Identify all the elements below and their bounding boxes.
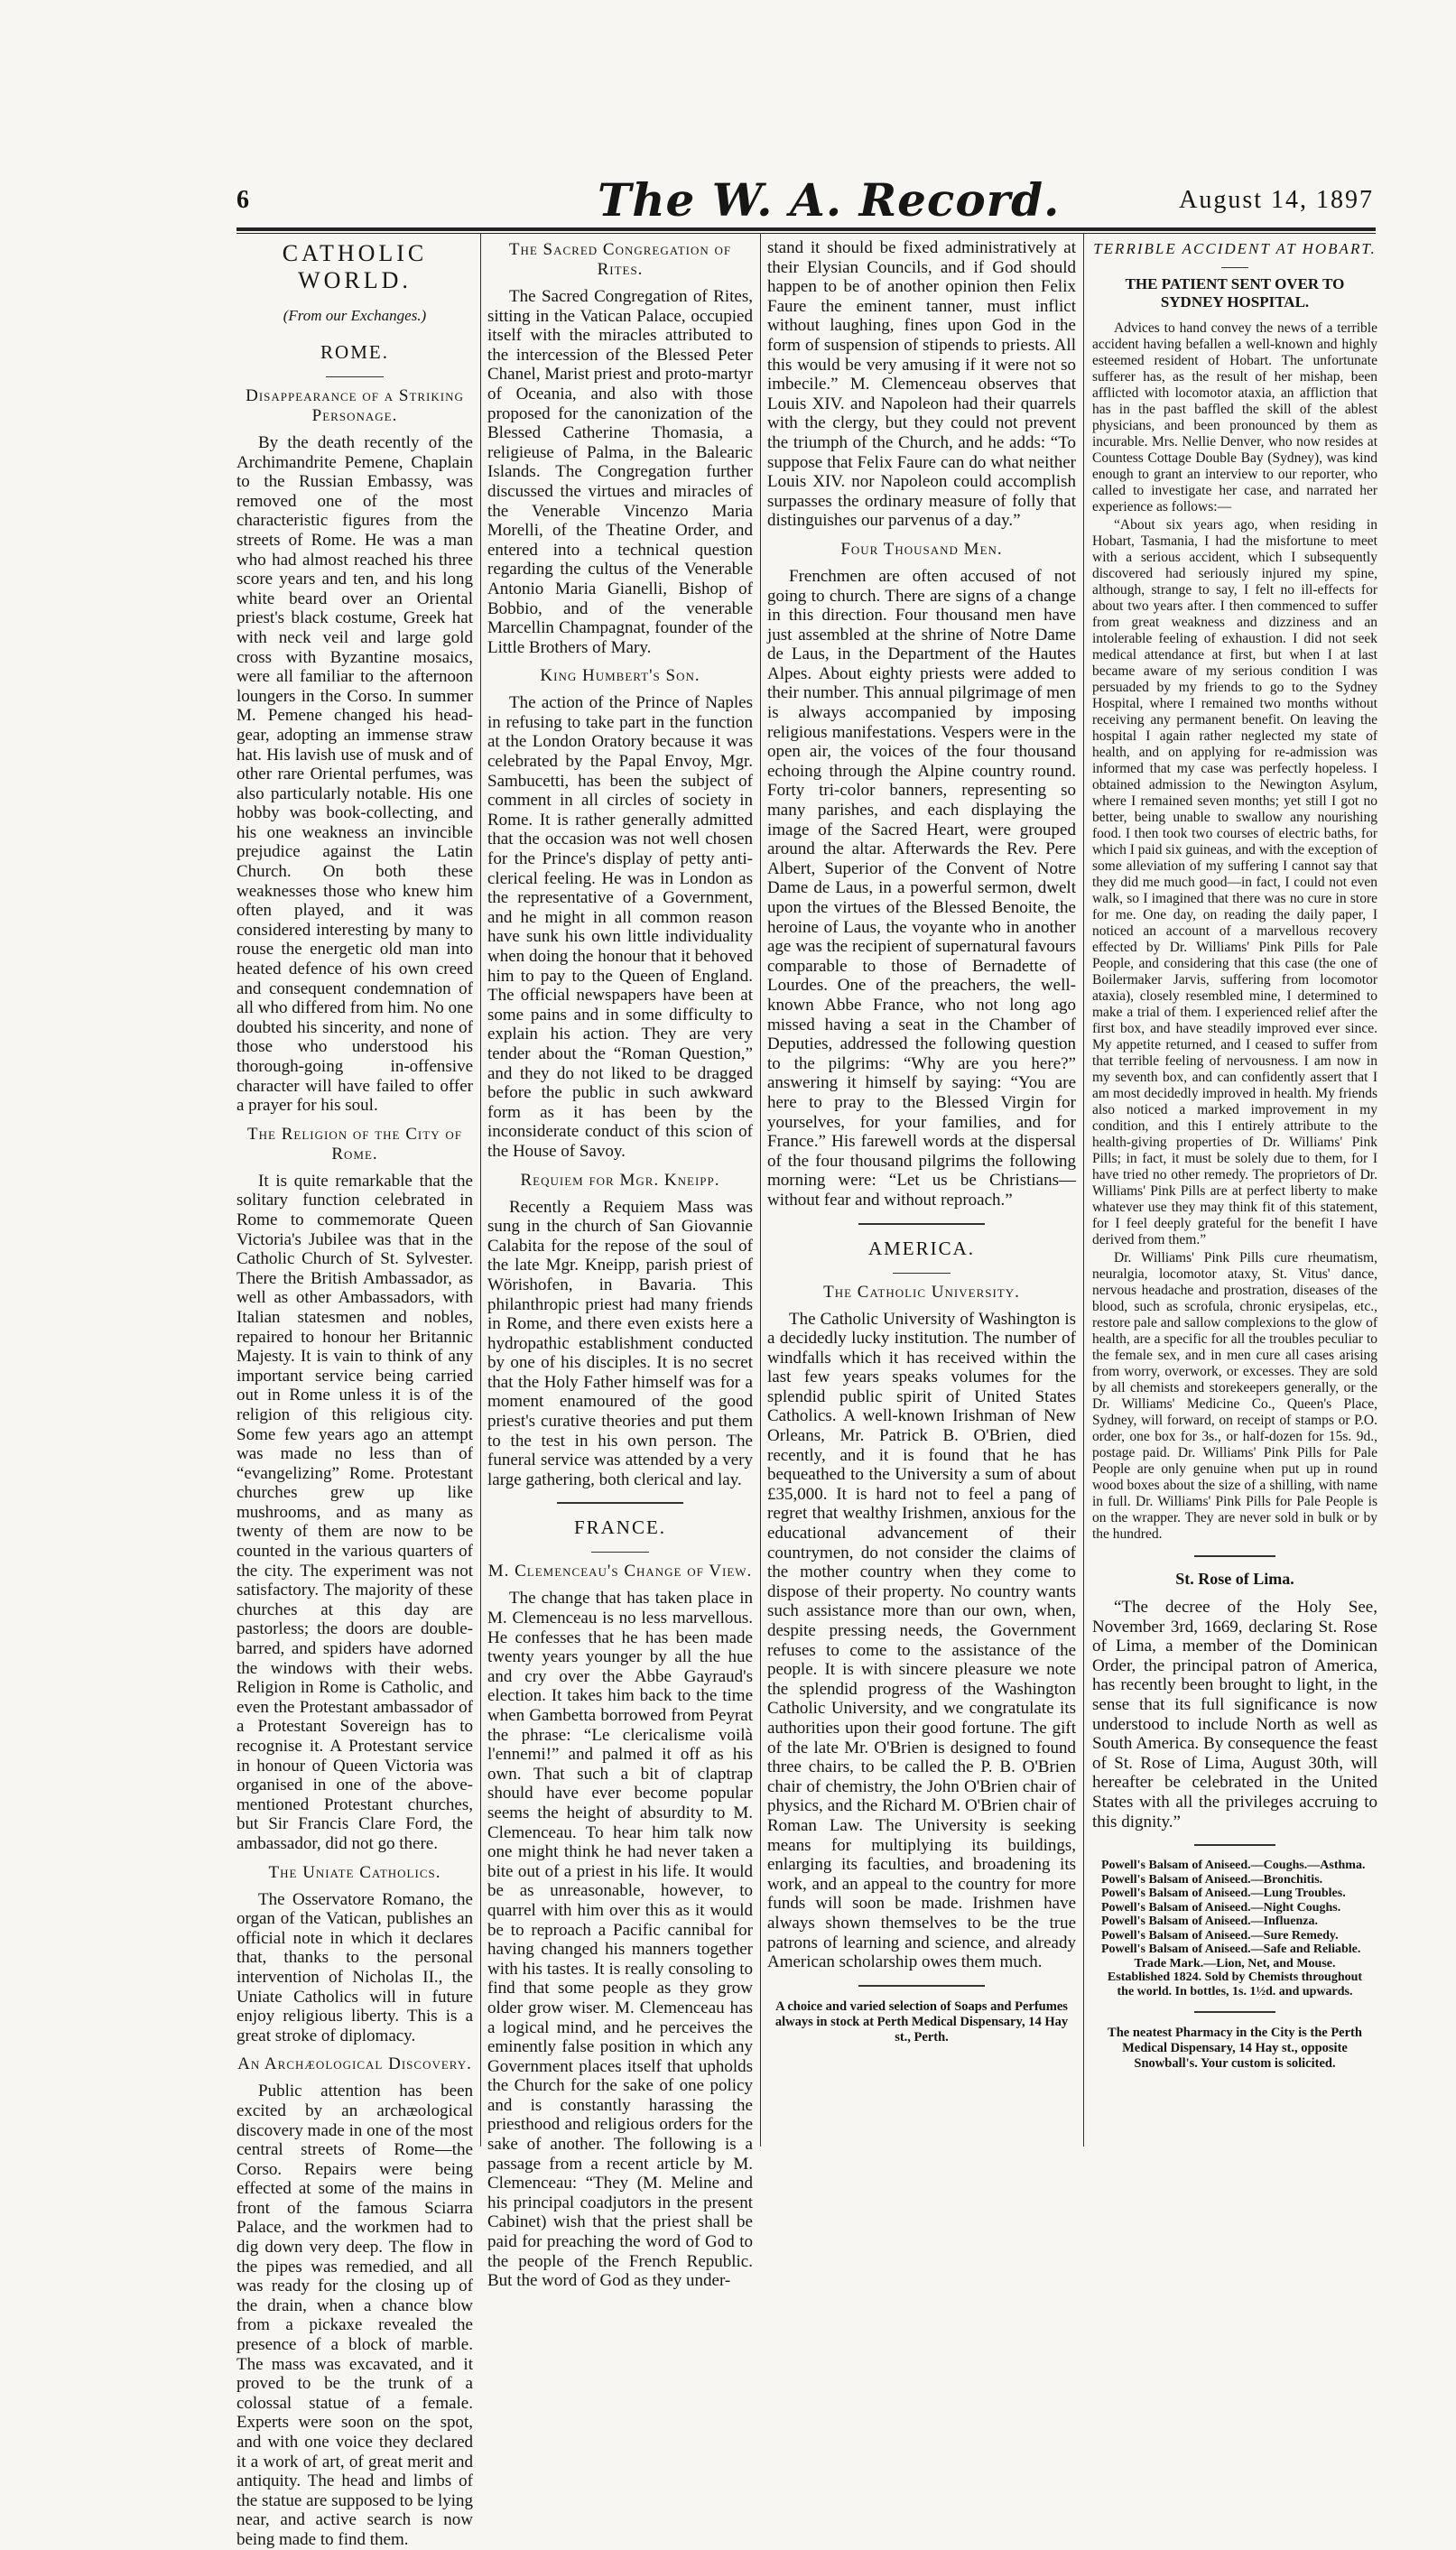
newspaper-title: The W. A. Record.: [598, 173, 1061, 227]
article-heading: The Religion of the City of Rome.: [247, 1124, 462, 1164]
article-heading: TERRIBLE ACCIDENT AT HOBART.: [1093, 240, 1377, 257]
article-paragraph: By the death recently of the Archimandrite Pemene, Chaplain to the Russian Embassy, was removed one of the most characteristic figures from the streets of Rome. He was a man who had almost reached his three score years and ten, and his long white beard over an Oriental priest's black costume, Greek hat with neck veil and large gold cross with Byzantine mosaics, were all familiar to the afternoon loungers in the Corso. In summer M. Pemene changed his head-gear, adopting an immense straw hat. His lavish use of musk and of other rare Oriental perfumes, was also particularly notable. His one hobby was book-collecting, and his one weakness an invincible prejudice against the Latin Church. On both these weaknesses those who knew him often played, and it was considered interesting by many to rouse the energetic old man into heated defence of his own creed and consequent condemnation of all who differed from him. No one doubted his sincerity, and none of those who understood his thorough-going in-offensive character will have failed to offer a prayer for his soul.: [236, 433, 473, 1116]
ad-line: Powell's Balsam of Aniseed.—Coughs.—Asthma.: [1101, 1859, 1366, 1873]
ad-line: Powell's Balsam of Aniseed.—Sure Remedy.: [1101, 1928, 1339, 1943]
rome-heading: ROME.: [320, 341, 389, 363]
article-heading: The Uniate Catholics.: [268, 1862, 441, 1882]
article-subheading: THE PATIENT SENT OVER TO SYDNEY HOSPITAL.: [1125, 275, 1345, 311]
balsam-advertisement: [1101, 1859, 1368, 1998]
article-paragraph: “About six years ago, when residing in Hobart, Tasmania, I had the misfortune to meet with a serious accident, which I subsequently discovered had seriously injured my spine, although, strange to say, I felt no ill-effects for about two years after. I then commenced to suffer from great weakness and dizziness and an intolerable feeling of exhaustion. I did not seek medical attendance at first, but when I at last became aware of my serious condition I was persuaded by my friends to go to the Sydney Hospital, where I remained two months without receiving any permanent benefit. On leaving the hospital I again rather neglected my state of health, and on applying for re-admission was informed that my case was perfectly hopeless. I obtained admission to the Newington Asylum, where I remained seven months; yet still I got no better, being unable to swallow any nourishing food. I then took two courses of electric baths, for which I paid six guineas, and with the exception of some alleviation of my suffering I cannot say that they did me much good—in fact, I could not even walk, so I imagined that there was no cure in store for me. One day, on reading the daily paper, I noticed an account of a marvellous recovery effected by Dr. Williams' Pink Pills for Pale People, and considering that this case (the one of Boilermaker Jarvis, suffering from locomotor ataxia), closely resembled mine, I determined to make a trial of them. I experienced relief after the first box, and have steadily improved ever since. My appetite returned, and I ceased to suffer from that terrible feeling of nervousness. I am now in my seventh box, and can confidently assert that I am most decidedly improved in health. My friends also noticed a marked improvement in my condition, and this I entirely attribute to the health-giving properties of Dr. Williams' Pink Pills; in fact, it must be solely due to them, for I have tried no other remedy. The proprietors of Dr. Williams' Pink Pills are at perfect liberty to make whatever use they may think fit of this statement, for I feel deeply grateful for the benefit I have derived from them.”: [1092, 517, 1377, 1247]
section-rule: [858, 1985, 985, 1987]
exchanges-note: (From our Exchanges.): [283, 307, 427, 324]
section-rule: [557, 1502, 683, 1504]
article-paragraph: The Sacred Congregation of Rites, sitting in the Vatican Palace, occupied itself with the miracles attributed to the intercession of the Blessed Peter Chanel, Marist priest and proto-martyr of Oceania, and also with those proposed for the canonization of the Blessed Catherine Thomasia, a religieuse of Palma, in the Balearic Islands. The Congregation further discussed the virtues and miracles of the Venerable Vincenzo Maria Morelli, of the Theatine Order, and entered into a technical question regarding the cultus of the Venerable Antonio Maria Gianelli, Bishop of Bobbio, and of the venerable Marcellin Champagnat, founder of the Little Brothers of Mary.: [487, 287, 753, 657]
article-paragraph: It is quite remarkable that the solitary function celebrated in Rome to commemorate Queen Victoria's Jubilee was that in the Catholic Church of St. Sylvester. There the British Ambassador, as well as other Ambassadors, with Italian statesmen and nobles, repaired to honour her Britannic Majesty. It is vain to think of any important service being carried out in Rome unless it is of the religion of this religious city. Some few years ago an attempt was made no less than of “evangelizing” Rome. Protestant churches grew up like mushrooms, and as many as twenty of them are now to be counted in the various quarters of the city. The experiment was not satisfactory. The majority of these churches at this day are pastorless; the doors are double-barred, and spiders have adorned the windows with their webs. Religion in Rome is Catholic, and even the Protestant ambassador of a Protestant Sovereign has to recognise it. A Protestant service in honour of Queen Victoria was organised in one of the above-mentioned Protestant churches, but Sir Francis Clare Ford, the ambassador, did not go there.: [236, 1171, 473, 1853]
article-paragraph: Recently a Requiem Mass was sung in the church of San Giovannie Calabita for the repose of the soul of the late Mgr. Kneipp, parish priest of Wörishofen, in Bavaria. This philanthropic priest had many friends in Rome, and there even exists here a hydropathic establishment conducted by one of his disciples. It is no secret that the Holy Father himself was for a moment enamoured of the good priest's curative theories and put them to the test in his own person. The funeral service was attended by a very large gathering, both clerical and lay.: [487, 1197, 753, 1489]
pharmacy-advertisement: The neatest Pharmacy in the City is the Perth Medical Dispensary, 14 Hay st., opposite Snowball's. Your custom is solicited.: [1108, 2026, 1362, 2072]
soaps-advertisement: A choice and varied selection of Soaps and Perfumes always in stock at Perth Medical Dispensary, 14 Hay st., Perth.: [774, 1998, 1069, 2045]
short-rule: [1221, 267, 1248, 268]
ad-line: Powell's Balsam of Aniseed.—Night Coughs.: [1101, 1900, 1341, 1915]
section-rule: [1194, 1555, 1275, 1557]
ad-line: Powell's Balsam of Aniseed.—Bronchitis.: [1101, 1872, 1323, 1887]
article-heading: Requiem for Mgr. Kneipp.: [520, 1170, 720, 1190]
page-number: 6: [236, 186, 249, 214]
column-rome-continued: [487, 233, 753, 2291]
article-heading: Disappearance of a Striking Personage.: [246, 386, 464, 425]
article-paragraph: Dr. Williams' Pink Pills cure rheumatism, neuralgia, locomotor ataxy, St. Vitus' dance, nervous headache and prostration, diseases of the blood, such as scrofula, chronic erysipelas, etc., restore pale and sallow complexions to the glow of health, are a specific for all the troubles peculiar to the female sex, and in men cure all cases arising from worry, overwork, or excesses. They are sold by all chemists and storekeepers generally, or the Dr. Williams' Medicine Co., Queen's Place, Sydney, will forward, on receipt of stamps or P.O. order, one box for 3s., or half-dozen for 15s. 9d., postage paid. Dr. Williams' Pink Pills for Pale People are only genuine when put up in round wood boxes about the size of a shilling, with name in full. Dr. Williams' Pink Pills for Pale People is on the wrapper. They are never sold in bulk or by the hundred.: [1092, 1250, 1377, 1542]
section-rule: [1194, 1844, 1275, 1846]
article-heading: M. Clemenceau's Change of View.: [487, 1562, 753, 1581]
ad-line: Powell's Balsam of Aniseed.—Safe and Reliable.: [1101, 1943, 1361, 1957]
article-paragraph: Public attention has been excited by an archæological discovery made in one of the most central streets of Rome—the Corso. Repairs were being effected at some of the mains in front of the famous Sciarra Palace, and the workmen had to dig down very deep. The flow in the pipes was remedied, and all was ready for the closing up of the drain, when a chance blow from a pickaxe revealed the presence of a block of marble. The mass was excavated, and it proved to be the trunk of a colossal statue of a female. Experts were soon on the spot, and with one voice they declared it a work of art, of great merit and antiquity. The head and limbs of the statue are supposed to be lying near, and active search is now being made to find them.: [236, 2082, 473, 2549]
short-rule: [893, 1273, 951, 1274]
france-heading: FRANCE.: [573, 1516, 667, 1539]
article-paragraph: Advices to hand convey the news of a terrible accident having befallen a well-known and highly esteemed resident of Hobart. The unfortunate sufferer has, as the result of her mishap, been afflicted with locomotor ataxia, an affliction that has in the past baffled the skill of the ablest physicians, and been pronounced by them as incurable. Mrs. Nellie Denver, who now resides at Countess Cottage Double Bay (Sydney), was kind enough to grant an interview to our reporter, who called to investigate her case, and narrated her experience as follows:—: [1092, 320, 1377, 515]
short-rule: [326, 376, 384, 377]
article-paragraph: stand it should be fixed administratively at their Elysian Councils, and if God should happen to be of another opinion then Felix Faure the eminent tanner, must inflict without laughing, fines upon God in the form of suspension of stipends to priests. All this would be very amusing if it were not so imbecile.” M. Clemenceau observes that Louis XIV. and Napoleon had their quarrels with the clergy, but they could not prevent the triumph of the Church, and he adds: “To suppose that Felix Faure can do what neither Louis XIV. nor Napoleon could accomplish surpasses the ordinary measure of folly that distinguishes our parvenus of a day.”: [767, 238, 1076, 531]
article-paragraph: The change that has taken place in M. Clemenceau is no less marvellous. He confesses that he has been made twenty years younger by all the hue and cry over the Abbe Gayraud's election. It takes him back to the time when Gambetta borrowed from Peyrat the phrase: “Le clericalisme voilà l'ennemi!” and palmed it off as his own. That such a bit of claptrap should have ever become popular seems the height of absurdity to M. Clemenceau. To hear him talk now one might think he had never taken a bite out of a priest in his life. It would be as unreasonable, however, to quarrel with him over this as it would be to reproach a Pacific cannibal for having changed his manners together with his tastes. It is really consoling to find that some people as they grow older grow wiser. M. Clemenceau has a logical mind, and he perceives the eminently false position in which any Government places itself that upholds the Church for the sake of one policy and is constantly harassing the priesthood and religious orders for the sake of another. The following is a passage from a recent article by M. Clemenceau: “They (M. Meline and his principal coadjutors in the present Cabinet) wish that the priest shall be paid for preaching the word of God to the people of the French Republic. But the word of God as they under-: [487, 1589, 753, 2291]
article-heading: King Humbert's Son.: [540, 666, 700, 686]
column-hobart-accident: [1092, 233, 1377, 2151]
article-paragraph: “The decree of the Holy See, November 3rd, 1669, declaring St. Rose of Lima, a member of the Dominican Order, the principal patron of America, has recently been brought to light, in the sense that its full significance is now understood to include North as well as South America. By consequence the feast of St. Rose of Lima, August 30th, will hereafter be celebrated in the United States with all the privileges accruing to this dignity.”: [1092, 1598, 1377, 1831]
issue-date: August 14, 1897: [1179, 186, 1374, 214]
short-rule: [591, 1552, 649, 1553]
column-divider: [760, 233, 761, 2147]
masthead-rule-thick: [236, 227, 1376, 231]
article-paragraph: The action of the Prince of Naples in refusing to take part in the function at the London Oratory because it was celebrated by the Papal Envoy, Mgr. Sambucetti, has been the subject of comment in all circles of society in Rome. It is rather generally admitted that the occasion was not well chosen for the Prince's display of petty anti-clerical feeling. He was in London as the representative of a Government, and he might in all common reason have sunk his own little individuality when doing the honour that it behoved him to pay to the Queen of England. The official newspapers have been at some pains and in some difficulty to explain his action. They are very tender about the “Roman Question,” and they do not liked to be dragged before the public in such awkward form as it has been by the inconsiderate conduct of this scion of the House of Savoy.: [487, 693, 753, 1161]
section-rule: [1194, 2011, 1275, 2013]
ad-line: Powell's Balsam of Aniseed.—Lung Troubles.: [1101, 1887, 1346, 1901]
masthead: [236, 173, 1374, 233]
column-divider: [480, 233, 481, 2147]
column-divider: [1083, 233, 1084, 2147]
ad-line: Established 1824. Sold by Chemists throughout the world. In bottles, 1s. 1½d. and upwards.: [1107, 1970, 1363, 1998]
article-heading: The Catholic University.: [823, 1282, 1020, 1302]
column-france-america: [767, 233, 1076, 2151]
article-heading: An Archæological Discovery.: [237, 2054, 472, 2074]
section-rule: [858, 1223, 985, 1225]
ad-line: Powell's Balsam of Aniseed.—Influenza.: [1101, 1915, 1318, 1929]
article-heading: Four Thousand Men.: [840, 539, 1003, 559]
america-heading: AMERICA.: [867, 1237, 976, 1259]
ad-line: Trade Mark.—Lion, Net, and Mouse.: [1134, 1956, 1336, 1970]
column-catholic-world: [236, 233, 473, 2549]
article-heading: The Sacred Congregation of Rites.: [508, 240, 732, 279]
article-paragraph: The Catholic University of Washington is a decidedly lucky institution. The number of windfalls which it has received within the last few years speaks volumes for the splendid public spirit of United States Catholics. A well-known Irishman of New Orleans, Mr. Patrick B. O'Brien, died recently, and it is found that he has bequeathed to the University a sum of about £35,000. It is hard not to feel a pang of regret that wealthy Irishmen, anxious for the educational advancement of their countrymen, do not consider the claims of the mother country when they come to dispose of their property. No country wants such assistance more than our own, when, despite pressing needs, the Government refuses to come to the assistance of the people. It is with sincere pleasure we note the splendid progress of the Washington Catholic University, and we congratulate its authorities upon their good fortune. The gift of the late Mr. O'Brien is designed to found three chairs, to be called the P. B. O'Brien chair of chemistry, the John O'Brien chair of physics, and the Richard M. O'Brien chair of Roman Law. The University is seeking means for multiplying its buildings, enlarging its faculties, and broadening its work, and an appeal to the country for more funds will soon be made. Irishmen have always shown themselves to be the true patrons of learning and science, and already American scholarship owes them much.: [767, 1309, 1076, 1972]
section-title-catholic-world: CATHOLIC WORLD.: [282, 240, 428, 293]
article-paragraph: The Osservatore Romano, the organ of the Vatican, publishes an official note in which it declares that, thanks to the personal intervention of Nicholas II., the Uniate Catholics will in future enjoy religious liberty. This is a great stroke of diplomacy.: [236, 1889, 473, 2045]
article-heading: St. Rose of Lima.: [1175, 1570, 1294, 1588]
article-paragraph: Frenchmen are often accused of not going to church. There are signs of a change in this direction. Four thousand men have just assembled at the shrine of Notre Dame de Laus, in the Department of the Hautes Alpes. About eighty priests were added to their number. This annual pilgrimage of men is always accompanied by imposing religious manifestations. Vespers were in the open air, the voices of the four thousand echoing through the Alpine country round. Forty tri-color banners, representing so many parishes, and each displaying the image of the Sacred Heart, were grouped around the altar. Afterwards the Rev. Pere Albert, Superior of the Convent of Notre Dame de Laus, in a powerful sermon, dwelt upon the virtues of the Blessed Benoite, the heroine of Laus, the voyante who in another age was the recipient of supernatural favours comparable to those of Bernadette of Lourdes. One of the preachers, the well-known Abbe France, who not long ago missed having a seat in the Chamber of Deputies, addressed the following question to the pilgrims: “Why are you here?” answering it himself by saying: “You are here to pray to the Blessed Virgin for yourselves, for your families, and for France.” His farewell words at the dispersal of the four thousand pilgrims the following morning were: “Let us be Christians—without fear and without reproach.”: [767, 566, 1076, 1210]
